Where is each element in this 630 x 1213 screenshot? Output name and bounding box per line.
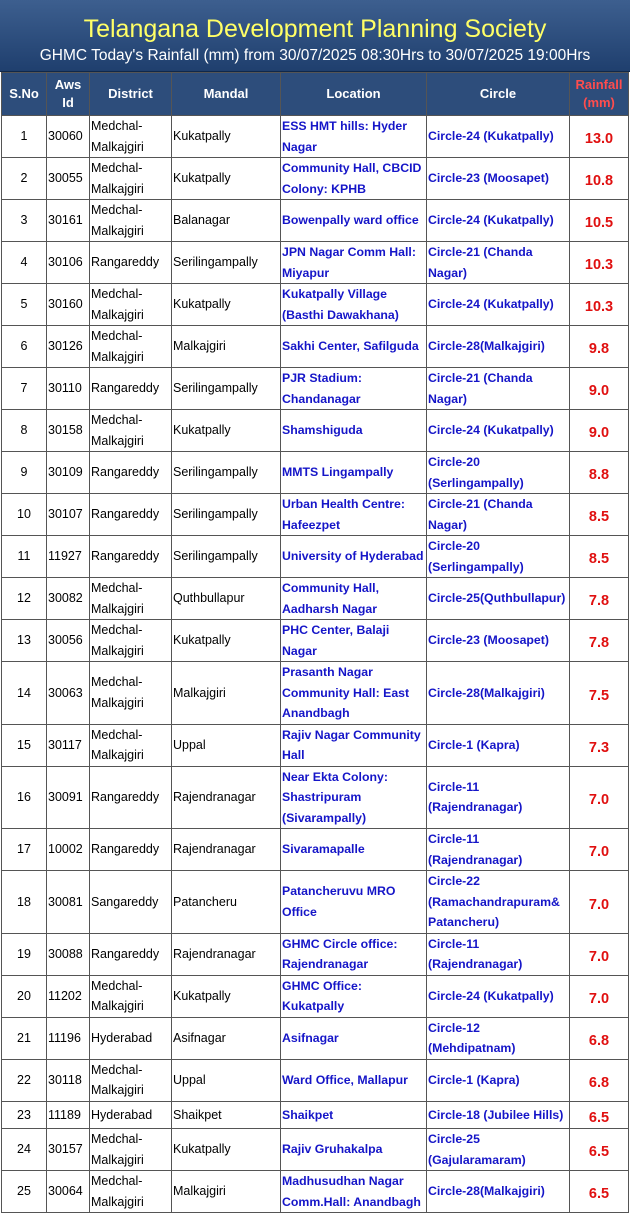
table-row bbox=[2, 158, 629, 200]
cell-circle: Circle-28(Malkajgiri) bbox=[427, 662, 570, 725]
cell-location: JPN Nagar Comm Hall: Miyapur bbox=[281, 242, 427, 284]
cell-aws-id: 30106 bbox=[47, 242, 90, 284]
cell-rainfall: 6.5 bbox=[570, 1101, 629, 1129]
cell-district: Medchal-Malkajgiri bbox=[90, 662, 172, 725]
cell-rainfall: 8.8 bbox=[570, 452, 629, 494]
cell-district: Sangareddy bbox=[90, 871, 172, 934]
table-row bbox=[2, 1101, 629, 1129]
cell-aws-id: 30107 bbox=[47, 494, 90, 536]
cell-district: Medchal-Malkajgiri bbox=[90, 1129, 172, 1171]
rainfall-table bbox=[1, 72, 629, 1213]
cell-mandal: Rajendranagar bbox=[172, 766, 281, 829]
cell-location: Asifnagar bbox=[281, 1017, 427, 1059]
cell-rainfall: 7.8 bbox=[570, 620, 629, 662]
cell-location: Patancheruvu MRO Office bbox=[281, 871, 427, 934]
cell-location: Shaikpet bbox=[281, 1101, 427, 1129]
cell-aws-id: 30158 bbox=[47, 410, 90, 452]
table-row bbox=[2, 724, 629, 766]
cell-aws-id: 11202 bbox=[47, 975, 90, 1017]
cell-location: Shamshiguda bbox=[281, 410, 427, 452]
cell-rainfall: 7.5 bbox=[570, 662, 629, 725]
cell-rainfall: 6.8 bbox=[570, 1017, 629, 1059]
cell-mandal: Serilingampally bbox=[172, 494, 281, 536]
cell-rainfall: 13.0 bbox=[570, 116, 629, 158]
cell-aws-id: 30109 bbox=[47, 452, 90, 494]
table-row bbox=[2, 766, 629, 829]
cell-rainfall: 7.0 bbox=[570, 975, 629, 1017]
cell-rainfall: 7.3 bbox=[570, 724, 629, 766]
cell-aws-id: 30055 bbox=[47, 158, 90, 200]
cell-aws-id: 11196 bbox=[47, 1017, 90, 1059]
cell-location: MMTS Lingampally bbox=[281, 452, 427, 494]
cell-district: Rangareddy bbox=[90, 242, 172, 284]
cell-circle: Circle-24 (Kukatpally) bbox=[427, 284, 570, 326]
cell-circle: Circle-23 (Moosapet) bbox=[427, 620, 570, 662]
table-row bbox=[2, 1017, 629, 1059]
cell-rainfall: 6.5 bbox=[570, 1129, 629, 1171]
table-row bbox=[2, 200, 629, 242]
column-header-location: Location bbox=[281, 73, 427, 116]
cell-district: Rangareddy bbox=[90, 829, 172, 871]
cell-location: Community Hall, Aadharsh Nagar bbox=[281, 578, 427, 620]
cell-mandal: Kukatpally bbox=[172, 158, 281, 200]
table-header-row bbox=[2, 73, 629, 116]
cell-sno: 24 bbox=[2, 1129, 47, 1171]
cell-aws-id: 30126 bbox=[47, 326, 90, 368]
cell-sno: 20 bbox=[2, 975, 47, 1017]
cell-circle: Circle-1 (Kapra) bbox=[427, 1059, 570, 1101]
cell-district: Medchal-Malkajgiri bbox=[90, 724, 172, 766]
cell-circle: Circle-11 (Rajendranagar) bbox=[427, 829, 570, 871]
cell-location: Near Ekta Colony: Shastripuram (Sivarampally) bbox=[281, 766, 427, 829]
cell-mandal: Serilingampally bbox=[172, 368, 281, 410]
cell-circle: Circle-20 (Serlingampally) bbox=[427, 452, 570, 494]
cell-circle: Circle-22 (Ramachandrapuram& Patancheru) bbox=[427, 871, 570, 934]
cell-district: Medchal-Malkajgiri bbox=[90, 1171, 172, 1213]
table-row bbox=[2, 871, 629, 934]
cell-aws-id: 30091 bbox=[47, 766, 90, 829]
cell-location: Ward Office, Mallapur bbox=[281, 1059, 427, 1101]
cell-circle: Circle-24 (Kukatpally) bbox=[427, 975, 570, 1017]
cell-sno: 19 bbox=[2, 933, 47, 975]
cell-location: University of Hyderabad bbox=[281, 536, 427, 578]
cell-mandal: Rajendranagar bbox=[172, 829, 281, 871]
cell-aws-id: 30082 bbox=[47, 578, 90, 620]
cell-rainfall: 8.5 bbox=[570, 494, 629, 536]
column-header-rainfall: Rainfall (mm) bbox=[570, 73, 629, 116]
column-header-sno: S.No bbox=[2, 73, 47, 116]
cell-district: Medchal-Malkajgiri bbox=[90, 1059, 172, 1101]
cell-district: Hyderabad bbox=[90, 1101, 172, 1129]
cell-aws-id: 30118 bbox=[47, 1059, 90, 1101]
cell-mandal: Kukatpally bbox=[172, 975, 281, 1017]
cell-circle: Circle-21 (Chanda Nagar) bbox=[427, 494, 570, 536]
cell-aws-id: 30063 bbox=[47, 662, 90, 725]
cell-rainfall: 6.5 bbox=[570, 1171, 629, 1213]
cell-sno: 7 bbox=[2, 368, 47, 410]
column-header-aws-id: Aws Id bbox=[47, 73, 90, 116]
cell-rainfall: 9.0 bbox=[570, 368, 629, 410]
table-row bbox=[2, 620, 629, 662]
cell-sno: 12 bbox=[2, 578, 47, 620]
cell-rainfall: 7.0 bbox=[570, 871, 629, 934]
cell-sno: 3 bbox=[2, 200, 47, 242]
cell-sno: 10 bbox=[2, 494, 47, 536]
cell-circle: Circle-18 (Jubilee Hills) bbox=[427, 1101, 570, 1129]
cell-aws-id: 11189 bbox=[47, 1101, 90, 1129]
cell-sno: 11 bbox=[2, 536, 47, 578]
cell-mandal: Balanagar bbox=[172, 200, 281, 242]
cell-mandal: Serilingampally bbox=[172, 242, 281, 284]
cell-location: GHMC Office: Kukatpally bbox=[281, 975, 427, 1017]
cell-sno: 1 bbox=[2, 116, 47, 158]
cell-circle: Circle-24 (Kukatpally) bbox=[427, 200, 570, 242]
cell-circle: Circle-11 (Rajendranagar) bbox=[427, 766, 570, 829]
cell-district: Rangareddy bbox=[90, 766, 172, 829]
cell-mandal: Malkajgiri bbox=[172, 326, 281, 368]
table-row bbox=[2, 662, 629, 725]
cell-rainfall: 8.5 bbox=[570, 536, 629, 578]
cell-rainfall: 6.8 bbox=[570, 1059, 629, 1101]
cell-mandal: Kukatpally bbox=[172, 284, 281, 326]
cell-district: Rangareddy bbox=[90, 536, 172, 578]
cell-district: Rangareddy bbox=[90, 452, 172, 494]
cell-location: Urban Health Centre: Hafeezpet bbox=[281, 494, 427, 536]
cell-rainfall: 9.0 bbox=[570, 410, 629, 452]
table-row bbox=[2, 284, 629, 326]
table-row bbox=[2, 242, 629, 284]
cell-district: Medchal-Malkajgiri bbox=[90, 578, 172, 620]
column-header-circle: Circle bbox=[427, 73, 570, 116]
table-row bbox=[2, 452, 629, 494]
cell-district: Medchal-Malkajgiri bbox=[90, 620, 172, 662]
cell-location: Sivaramapalle bbox=[281, 829, 427, 871]
cell-circle: Circle-11 (Rajendranagar) bbox=[427, 933, 570, 975]
table-row bbox=[2, 829, 629, 871]
cell-aws-id: 30064 bbox=[47, 1171, 90, 1213]
cell-sno: 16 bbox=[2, 766, 47, 829]
cell-aws-id: 30110 bbox=[47, 368, 90, 410]
cell-district: Medchal-Malkajgiri bbox=[90, 116, 172, 158]
cell-circle: Circle-1 (Kapra) bbox=[427, 724, 570, 766]
table-body bbox=[2, 116, 629, 1213]
cell-location: Bowenpally ward office bbox=[281, 200, 427, 242]
table-row bbox=[2, 494, 629, 536]
cell-aws-id: 11927 bbox=[47, 536, 90, 578]
cell-location: Prasanth Nagar Community Hall: East Anandbagh bbox=[281, 662, 427, 725]
cell-mandal: Serilingampally bbox=[172, 452, 281, 494]
page-title: Telangana Development Planning Society bbox=[83, 15, 547, 43]
cell-district: Medchal-Malkajgiri bbox=[90, 284, 172, 326]
cell-rainfall: 10.3 bbox=[570, 284, 629, 326]
cell-circle: Circle-25(Quthbullapur) bbox=[427, 578, 570, 620]
table-row bbox=[2, 410, 629, 452]
cell-sno: 13 bbox=[2, 620, 47, 662]
report-header bbox=[0, 0, 630, 72]
cell-location: Community Hall, CBCID Colony: KPHB bbox=[281, 158, 427, 200]
cell-rainfall: 10.8 bbox=[570, 158, 629, 200]
column-header-mandal: Mandal bbox=[172, 73, 281, 116]
cell-mandal: Kukatpally bbox=[172, 410, 281, 452]
cell-sno: 14 bbox=[2, 662, 47, 725]
cell-aws-id: 30160 bbox=[47, 284, 90, 326]
cell-district: Rangareddy bbox=[90, 494, 172, 536]
table-row bbox=[2, 1129, 629, 1171]
cell-mandal: Malkajgiri bbox=[172, 662, 281, 725]
cell-aws-id: 30081 bbox=[47, 871, 90, 934]
cell-aws-id: 30117 bbox=[47, 724, 90, 766]
cell-mandal: Serilingampally bbox=[172, 536, 281, 578]
table-row bbox=[2, 326, 629, 368]
cell-mandal: Uppal bbox=[172, 724, 281, 766]
cell-sno: 5 bbox=[2, 284, 47, 326]
cell-district: Medchal-Malkajgiri bbox=[90, 410, 172, 452]
cell-sno: 8 bbox=[2, 410, 47, 452]
cell-sno: 18 bbox=[2, 871, 47, 934]
cell-sno: 4 bbox=[2, 242, 47, 284]
cell-mandal: Kukatpally bbox=[172, 620, 281, 662]
cell-sno: 25 bbox=[2, 1171, 47, 1213]
table-row bbox=[2, 368, 629, 410]
cell-district: Hyderabad bbox=[90, 1017, 172, 1059]
cell-district: Medchal-Malkajgiri bbox=[90, 975, 172, 1017]
cell-location: Rajiv Gruhakalpa bbox=[281, 1129, 427, 1171]
cell-mandal: Rajendranagar bbox=[172, 933, 281, 975]
table-row bbox=[2, 116, 629, 158]
table-row bbox=[2, 578, 629, 620]
cell-circle: Circle-28(Malkajgiri) bbox=[427, 326, 570, 368]
cell-location: Rajiv Nagar Community Hall bbox=[281, 724, 427, 766]
cell-circle: Circle-12 (Mehdipatnam) bbox=[427, 1017, 570, 1059]
cell-circle: Circle-24 (Kukatpally) bbox=[427, 116, 570, 158]
table-row bbox=[2, 1059, 629, 1101]
cell-circle: Circle-21 (Chanda Nagar) bbox=[427, 368, 570, 410]
cell-aws-id: 30056 bbox=[47, 620, 90, 662]
cell-rainfall: 10.3 bbox=[570, 242, 629, 284]
cell-rainfall: 7.0 bbox=[570, 933, 629, 975]
cell-sno: 23 bbox=[2, 1101, 47, 1129]
cell-sno: 6 bbox=[2, 326, 47, 368]
cell-mandal: Malkajgiri bbox=[172, 1171, 281, 1213]
cell-circle: Circle-28(Malkajgiri) bbox=[427, 1171, 570, 1213]
cell-aws-id: 30088 bbox=[47, 933, 90, 975]
cell-aws-id: 30060 bbox=[47, 116, 90, 158]
cell-location: PHC Center, Balaji Nagar bbox=[281, 620, 427, 662]
cell-location: ESS HMT hills: Hyder Nagar bbox=[281, 116, 427, 158]
cell-mandal: Kukatpally bbox=[172, 1129, 281, 1171]
cell-rainfall: 10.5 bbox=[570, 200, 629, 242]
cell-aws-id: 10002 bbox=[47, 829, 90, 871]
table-row bbox=[2, 536, 629, 578]
cell-sno: 2 bbox=[2, 158, 47, 200]
cell-sno: 17 bbox=[2, 829, 47, 871]
cell-location: PJR Stadium: Chandanagar bbox=[281, 368, 427, 410]
cell-rainfall: 9.8 bbox=[570, 326, 629, 368]
table-row bbox=[2, 975, 629, 1017]
cell-location: Madhusudhan Nagar Comm.Hall: Anandbagh bbox=[281, 1171, 427, 1213]
cell-rainfall: 7.0 bbox=[570, 766, 629, 829]
table-row bbox=[2, 1171, 629, 1213]
cell-location: Sakhi Center, Safilguda bbox=[281, 326, 427, 368]
cell-mandal: Kukatpally bbox=[172, 116, 281, 158]
cell-circle: Circle-24 (Kukatpally) bbox=[427, 410, 570, 452]
cell-sno: 21 bbox=[2, 1017, 47, 1059]
page-subtitle: GHMC Today's Rainfall (mm) from 30/07/2025 08:30Hrs to 30/07/2025 19:00Hrs bbox=[39, 47, 591, 64]
cell-circle: Circle-25 (Gajularamaram) bbox=[427, 1129, 570, 1171]
cell-district: Medchal-Malkajgiri bbox=[90, 158, 172, 200]
cell-aws-id: 30157 bbox=[47, 1129, 90, 1171]
cell-sno: 15 bbox=[2, 724, 47, 766]
cell-location: GHMC Circle office: Rajendranagar bbox=[281, 933, 427, 975]
cell-mandal: Uppal bbox=[172, 1059, 281, 1101]
cell-district: Medchal-Malkajgiri bbox=[90, 326, 172, 368]
cell-sno: 9 bbox=[2, 452, 47, 494]
cell-circle: Circle-20 (Serlingampally) bbox=[427, 536, 570, 578]
cell-aws-id: 30161 bbox=[47, 200, 90, 242]
cell-circle: Circle-21 (Chanda Nagar) bbox=[427, 242, 570, 284]
cell-mandal: Quthbullapur bbox=[172, 578, 281, 620]
cell-district: Rangareddy bbox=[90, 368, 172, 410]
cell-sno: 22 bbox=[2, 1059, 47, 1101]
cell-location: Kukatpally Village (Basthi Dawakhana) bbox=[281, 284, 427, 326]
cell-rainfall: 7.0 bbox=[570, 829, 629, 871]
cell-mandal: Asifnagar bbox=[172, 1017, 281, 1059]
cell-district: Medchal-Malkajgiri bbox=[90, 200, 172, 242]
cell-rainfall: 7.8 bbox=[570, 578, 629, 620]
cell-mandal: Patancheru bbox=[172, 871, 281, 934]
column-header-district: District bbox=[90, 73, 172, 116]
cell-district: Rangareddy bbox=[90, 933, 172, 975]
table-row bbox=[2, 933, 629, 975]
cell-circle: Circle-23 (Moosapet) bbox=[427, 158, 570, 200]
cell-mandal: Shaikpet bbox=[172, 1101, 281, 1129]
